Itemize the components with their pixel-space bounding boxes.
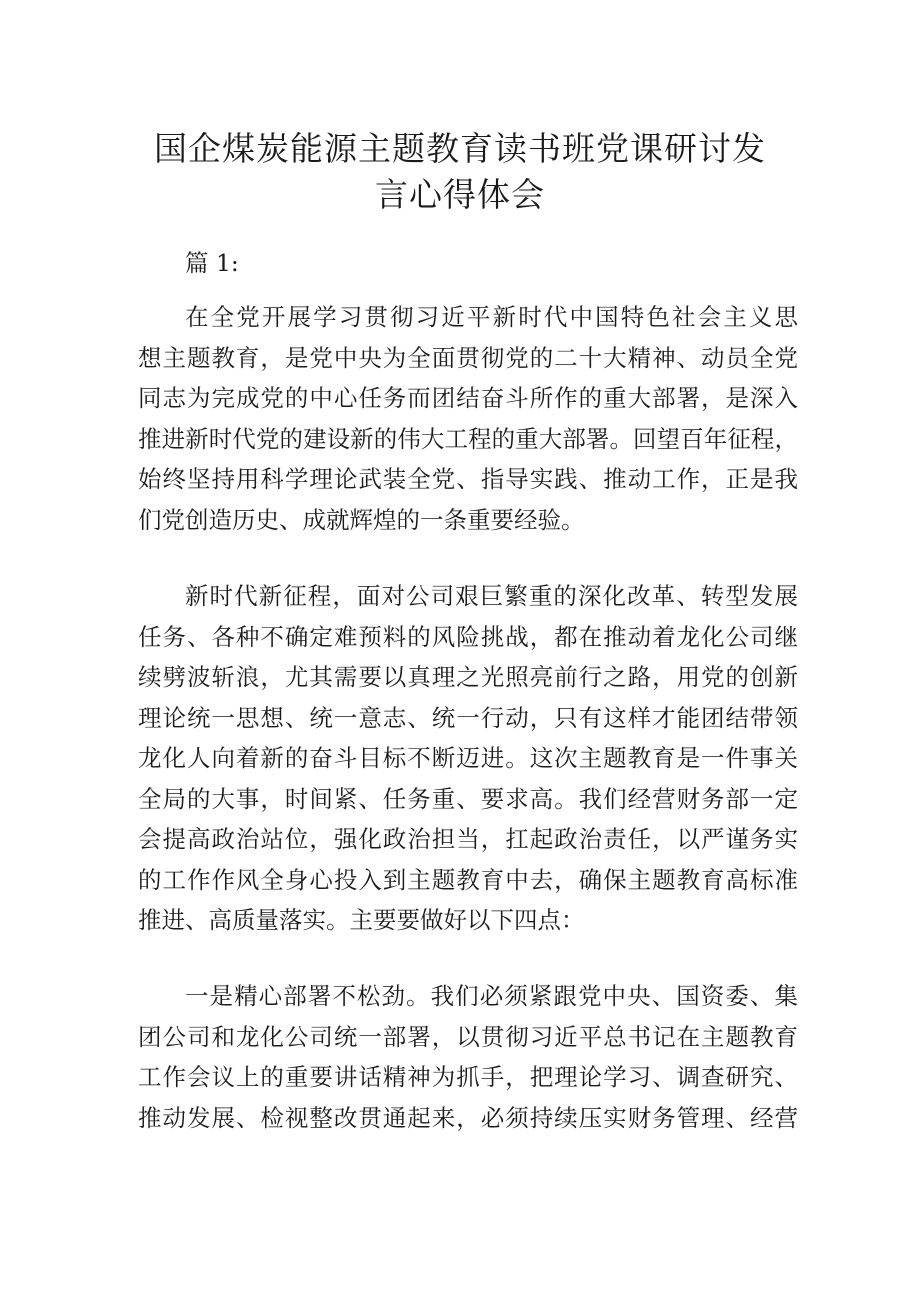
paragraph-line: 任务、各种不确定难预料的风险挑战，都在推动着龙化公司继	[138, 622, 798, 651]
paragraph-line: 在全党开展学习贯彻习近平新时代中国特色社会主义思	[185, 303, 798, 331]
paragraph-line: 全局的大事，时间紧、任务重、要求高。我们经营财务部一定	[138, 784, 798, 813]
document-title-line-1: 国企煤炭能源主题教育读书班党课研讨发	[154, 129, 766, 168]
paragraph-line: 会提高政治站位，强化政治担当，扛起政治责任，以严谨务实	[138, 825, 798, 853]
paragraph-line: 的工作作风全身心投入到主题教育中去，确保主题教育高标准	[138, 865, 798, 894]
paragraph-line: 们党创造历史、成就辉煌的一条重要经验。	[138, 505, 585, 534]
paragraph-line: 龙化人向着新的奋斗目标不断迈进。这次主题教育是一件事关	[138, 744, 798, 772]
paragraph-2	[138, 576, 798, 941]
paragraph-line: 理论统一思想、统一意志、统一行动，只有这样才能团结带领	[138, 703, 798, 732]
paragraph-line: 始终坚持用科学理论武装全党、指导实践、推动工作，正是我	[138, 465, 798, 493]
document-title-line-2: 言心得体会	[375, 175, 545, 214]
paragraph-line: 想主题教育，是党中央为全面贯彻党的二十大精神、动员全党	[138, 343, 798, 372]
paragraph-line: 新时代新征程，面对公司艰巨繁重的深化改革、转型发展	[185, 582, 798, 610]
paragraph-line: 推进新时代党的建设新的伟大工程的重大部署。回望百年征程，	[138, 424, 798, 453]
paragraph-1	[138, 297, 798, 540]
paragraph-3	[138, 976, 798, 1138]
paragraph-line: 推进、高质量落实。主要要做好以下四点：	[138, 906, 585, 934]
paragraph-line: 团公司和龙化公司统一部署，以贯彻习近平总书记在主题教育	[138, 1022, 798, 1051]
paragraph-line: 续劈波斩浪，尤其需要以真理之光照亮前行之路，用党的创新	[138, 663, 798, 691]
paragraph-line: 同志为完成党的中心任务而团结奋斗所作的重大部署，是深入	[138, 384, 798, 412]
paragraph-line: 推动发展、检视整改贯通起来，必须持续压实财务管理、经营	[138, 1103, 798, 1132]
paragraph-line: 一是精心部署不松劲。我们必须紧跟党中央、国资委、集	[185, 982, 798, 1010]
section-heading: 篇 1:	[185, 249, 239, 277]
paragraph-line: 工作会议上的重要讲话精神为抓手，把理论学习、调查研究、	[138, 1063, 798, 1091]
